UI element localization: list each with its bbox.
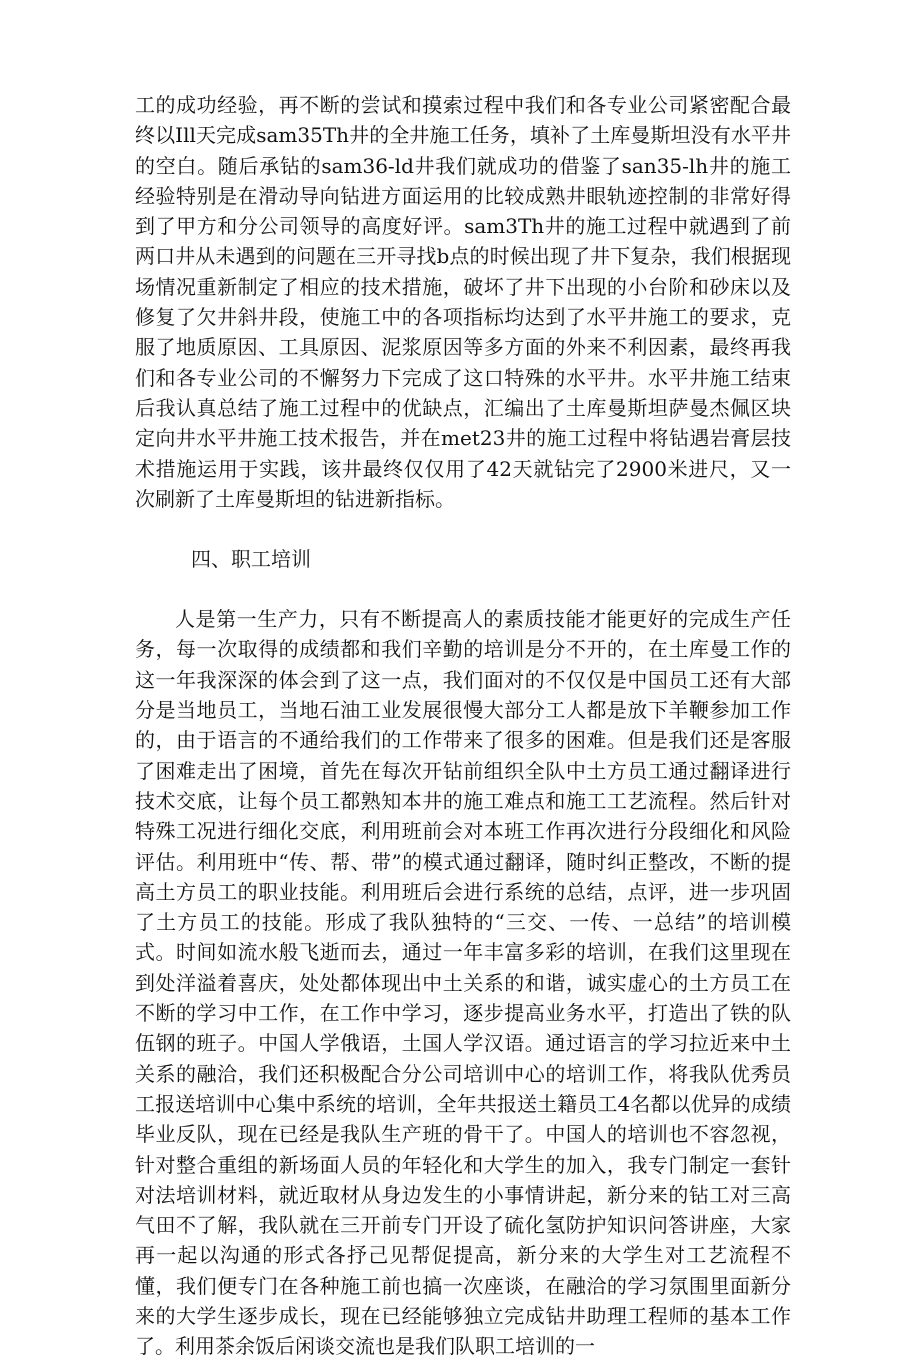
section-heading-training: 四、职工培训 <box>191 547 311 572</box>
paragraph-continuation: 工的成功经验，再不断的尝试和摸索过程中我们和各专业公司紧密配合最终以Ill天完成sam35Th井的全井施工任务，填补了土库曼斯坦没有水平井的空白。随后承钻的sam36-ld井我们就成功的借鉴了san35-lh井的施工经验特别是在滑动导向钻进方面运用的比较成熟井眼轨迹控制的非常好得到了甲方和分公司领导的高度好评。sam3Th井的施工过程中就遇到了前两口井从未遇到的问题在三开寻找b点的时候出现了井下复杂，我们根据现场情况重新制定了相应的技术措施，破坏了井下出现的小台阶和砂床以及修复了欠井斜井段，使施工中的各项指标均达到了水平井施工的要求，克服了地质原因、工具原因、泥浆原因等多方面的外来不利因素，最终再我们和各专业公司的不懈努力下完成了这口特殊的水平井。水平井施工结束后我认真总结了施工过程中的优缺点，汇编出了土库曼斯坦萨曼杰佩区块定向井水平井施工技术报告，并在met23井的施工过程中将钻遇岩膏层技术措施运用于实践，该井最终仅仅用了42天就钻完了2900米进尺，又一次刷新了土库曼斯坦的钻进新指标。 <box>135 93 791 511</box>
document-body <box>135 90 791 1362</box>
paragraph-training: 人是第一生产力，只有不断提高人的素质技能才能更好的完成生产任务，每一次取得的成绩都和我们辛勤的培训是分不开的，在土库曼工作的这一年我深深的体会到了这一点，我们面对的不仅仅是中国员工还有大部分是当地员工，当地石油工业发展很慢大部分工人都是放下羊鞭参加工作的，由于语言的不通给我们的工作带来了很多的困难。但是我们还是客服了困难走出了困境，首先在每次开钻前组织全队中土方员工通过翻译进行技术交底，让每个员工都熟知本井的施工难点和施工工艺流程。然后针对特殊工况进行细化交底，利用班前会对本班工作再次进行分段细化和风险评估。利用班中“传、帮、带”的模式通过翻译，随时纠正整改，不断的提高土方员工的职业技能。利用班后会进行系统的总结，点评，进一步巩固了土方员工的技能。形成了我队独特的“三交、一传、一总结”的培训模式。时间如流水般飞逝而去，通过一年丰富多彩的培训，在我们这里现在到处洋溢着喜庆，处处都体现出中土关系的和谐，诚实虚心的土方员工在不断的学习中工作，在工作中学习，逐步提高业务水平，打造出了铁的队伍钢的班子。中国人学俄语，土国人学汉语。通过语言的学习拉近来中土关系的融洽，我们还积极配合分公司培训中心的培训工作，将我队优秀员工报送培训中心集中系统的培训，全年共报送土籍员工4名都以优异的成绩毕业反队，现在已经是我队生产班的骨干了。中国人的培训也不容忽视，针对整合重组的新场面人员的年轻化和大学生的加入，我专门制定一套针对法培训材料，就近取材从身边发生的小事情讲起，新分来的钻工对三高气田不了解，我队就在三开前专门开设了硫化氢防护知识问答讲座，大家再一起以沟通的形式各抒己见帮促提高，新分来的大学生对工艺流程不懂，我们便专门在各种施工前也搞一次座谈，在融洽的学习氛围里面新分来的大学生逐步成长，现在已经能够独立完成钻井助理工程师的基本工作了。利用茶余饭后闲谈交流也是我们队职工培训的一 <box>135 607 791 1359</box>
